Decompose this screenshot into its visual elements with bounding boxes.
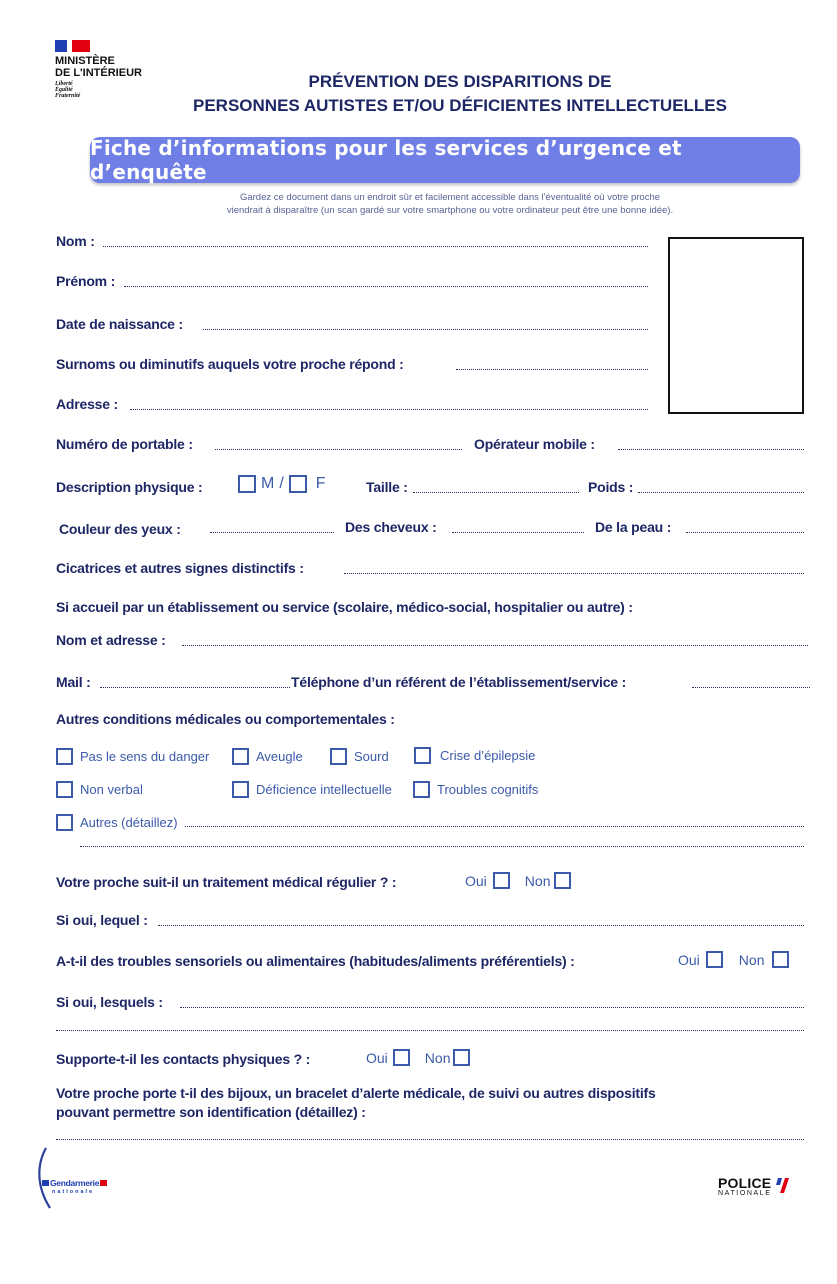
contacts-non-label: Non [424,1049,451,1066]
poids-label: Poids : [588,479,634,495]
nom-adresse-label: Nom et adresse : [56,632,166,648]
police-sub-text: NATIONALE [718,1190,772,1197]
police-flag-slashes-icon [773,1176,791,1194]
bijoux-field[interactable] [56,1139,804,1140]
condition-label-sourd: Sourd [354,749,389,764]
contacts-non-checkbox[interactable] [453,1049,470,1066]
traitement-oui-checkbox[interactable] [493,872,510,889]
sex-m-checkbox[interactable] [238,475,256,493]
yeux-label: Couleur des yeux : [59,521,181,537]
si-oui-lesquels-label: Si oui, lesquels : [56,994,163,1010]
autres-field-line2[interactable] [80,846,804,847]
poids-field[interactable] [638,492,804,493]
notice-line2: viendrait à disparaître (un scan gardé sur votre smartphone ou votre ordinateur peut être une bonne idée). [226,205,674,216]
sex-f-checkbox[interactable] [289,475,307,493]
traitement-non-label: Non [524,872,551,889]
date-naissance-field[interactable] [203,329,648,330]
taille-label: Taille : [366,479,408,495]
condition-label-danger: Pas le sens du danger [80,749,210,764]
condition-checkbox-deficience[interactable] [232,781,249,798]
photo-box[interactable] [668,237,804,414]
page-title-line1: PRÉVENTION DES DISPARITIONS DE [308,72,612,91]
page-title-line2: PERSONNES AUTISTES ET/OU DÉFICIENTES INTELLECTUELLES [193,96,727,115]
contacts-label: Supporte-t-il les contacts physiques ? : [56,1051,311,1067]
si-oui-lequel-field[interactable] [158,925,804,926]
contacts-oui-checkbox[interactable] [393,1049,410,1066]
surnoms-label: Surnoms ou diminutifs auquels votre proche répond : [56,356,404,372]
taille-field[interactable] [413,492,579,493]
autres-field[interactable] [185,826,804,827]
si-oui-lequel-label: Si oui, lequel : [56,912,148,928]
cicatrices-field[interactable] [344,573,804,574]
motto-liberte: Liberté [55,81,73,87]
condition-label-autres: Autres (détaillez) [80,815,178,830]
sex-separator: / [279,475,284,492]
bijoux-label-line2: pouvant permettre son identification (détaillez) : [56,1104,366,1120]
adresse-field[interactable] [130,409,648,410]
condition-checkbox-danger[interactable] [56,748,73,765]
prenom-field[interactable] [124,286,648,287]
cicatrices-label: Cicatrices et autres signes distinctifs : [56,560,304,576]
accueil-label: Si accueil par un établissement ou service (scolaire, médico-social, hospitalier ou autre) : [56,599,633,615]
ministry-name-2: DE L'INTÉRIEUR [55,67,142,79]
condition-checkbox-sourd[interactable] [330,748,347,765]
gendarmerie-text: Gendarmerie [50,1178,100,1188]
portable-field[interactable] [215,449,462,450]
troubles-oui-checkbox[interactable] [706,951,723,968]
form-banner [90,137,800,183]
description-label: Description physique : [56,479,203,495]
motto-egalite: Égalité [55,87,73,93]
sex-m-label: M [261,475,275,492]
condition-checkbox-aveugle[interactable] [232,748,249,765]
bijoux-label-line1: Votre proche porte t-il des bijoux, un bracelet d’alerte médicale, de suivi ou autres dispositifs [56,1085,656,1101]
condition-label-non-verbal: Non verbal [80,782,143,797]
yeux-field[interactable] [210,532,334,533]
nom-label: Nom : [56,233,95,249]
mail-field[interactable] [100,687,290,688]
telephone-referent-field[interactable] [692,687,810,688]
motto-fraternite: Fraternité [55,93,81,99]
police-logo [718,1176,791,1197]
condition-label-deficience: Déficience intellectuelle [256,782,392,797]
troubles-non-checkbox[interactable] [772,951,789,968]
si-oui-lesquels-field-line2[interactable] [56,1030,804,1031]
traitement-oui-label: Oui [465,872,487,889]
telephone-referent-label: Téléphone d’un référent de l’établissement/service : [291,674,627,690]
prenom-label: Prénom : [56,273,116,289]
si-oui-lesquels-field[interactable] [180,1007,804,1008]
contacts-oui-label: Oui [366,1049,388,1066]
ministry-logo [55,40,142,99]
condition-label-aveugle: Aveugle [256,749,303,764]
peau-label: De la peau : [595,519,672,535]
troubles-non-label: Non [738,951,765,968]
troubles-oui-label: Oui [678,951,700,968]
gendarmerie-sub-text: nationale [52,1189,95,1195]
portable-label: Numéro de portable : [56,436,193,452]
cheveux-field[interactable] [452,532,584,533]
surnoms-field[interactable] [456,369,648,370]
traitement-non-checkbox[interactable] [554,872,571,889]
police-text: POLICE [718,1175,772,1191]
traitement-label: Votre proche suit-il un traitement médical régulier ? : [56,874,397,890]
nom-adresse-field[interactable] [182,645,808,646]
condition-checkbox-epilepsie[interactable] [414,747,431,764]
troubles-label: A-t-il des troubles sensoriels ou alimentaires (habitudes/aliments préférentiels) : [56,953,575,969]
nom-field[interactable] [103,246,648,247]
condition-checkbox-autres[interactable] [56,814,73,831]
operateur-field[interactable] [618,449,804,450]
peau-field[interactable] [686,532,804,533]
date-naissance-label: Date de naissance : [56,316,183,332]
condition-checkbox-non-verbal[interactable] [56,781,73,798]
form-banner-title: Fiche d’informations pour les services d’urgence et d’enquête [90,136,682,184]
autres-conditions-label: Autres conditions médicales ou comportementales : [56,711,395,727]
ministry-name-1: MINISTÈRE [55,55,115,67]
mail-label: Mail : [56,674,91,690]
gendarmerie-logo [36,1146,116,1210]
condition-checkbox-troubles-cognitifs[interactable] [413,781,430,798]
sex-f-label: F [315,475,326,492]
condition-label-epilepsie: Crise d’épilepsie [440,748,536,763]
condition-label-troubles-cognitifs: Troubles cognitifs [437,782,539,797]
cheveux-label: Des cheveux : [345,519,437,535]
french-flag-icon [55,40,142,52]
notice-line1: Gardez ce document dans un endroit sûr et facilement accessible dans l'éventualité où votre proche [239,192,661,203]
adresse-label: Adresse : [56,396,119,412]
operateur-label: Opérateur mobile : [474,436,595,452]
